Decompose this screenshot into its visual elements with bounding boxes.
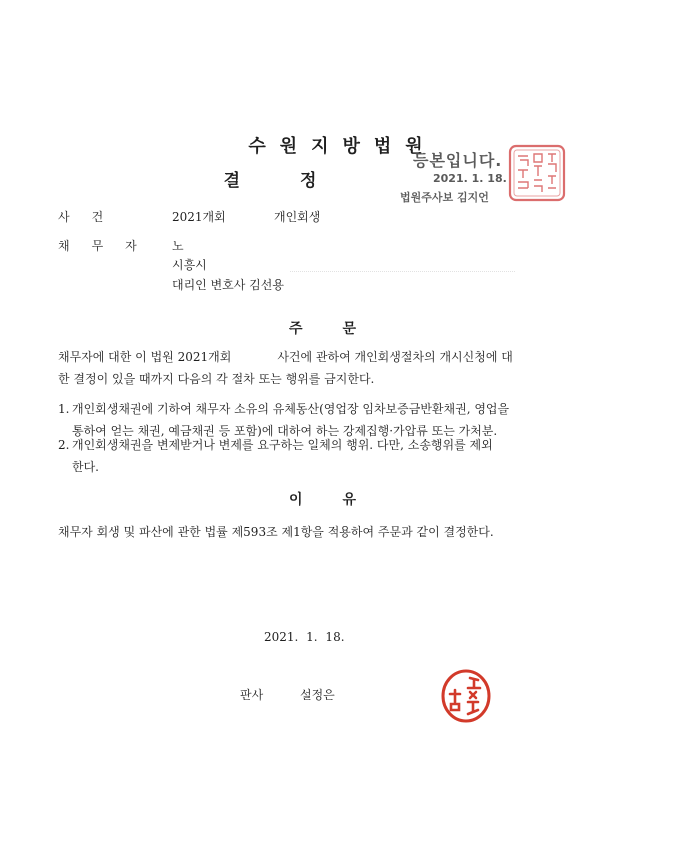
certified-copy-date: 2021. 1. 18. <box>433 172 507 185</box>
decision-date: 2021. 1. 18. <box>264 630 345 644</box>
judge-name: 설정은 <box>300 688 335 702</box>
case-type: 개인회생 <box>274 210 321 224</box>
judge-title: 판사 <box>240 688 264 702</box>
order-paragraph-line1b: 사건에 관하여 개인회생절차의 개시신청에 대 <box>277 350 513 364</box>
order-paragraph-line1: 채무자에 대한 이 법원 2021개회 <box>58 350 232 364</box>
redaction-line <box>290 270 515 272</box>
certified-copy-label: 등본입니다. <box>413 151 503 170</box>
debtor-name: 노 <box>172 239 184 253</box>
document-type: 결정 <box>223 171 377 191</box>
judge-seal-icon <box>440 668 492 724</box>
order-paragraph <box>58 346 578 390</box>
order-item-line1: 개인회생채권에 기하여 채무자 소유의 유체동산(영업장 임차보증금반환채권, 영업을 <box>72 402 510 416</box>
court-seal-icon <box>508 144 566 202</box>
order-item-number: 2. <box>58 438 70 452</box>
case-label: 사건 <box>58 210 126 224</box>
case-number: 2021개회 <box>172 210 226 224</box>
order-item <box>58 434 578 478</box>
debtor-label: 채무자 <box>58 239 159 253</box>
order-heading: 주문 <box>288 321 397 337</box>
reason-heading: 이유 <box>288 492 397 508</box>
order-item-line2: 통하여 얻는 채권, 예금채권 등 포함)에 대하여 하는 강제집행·가압류 또는 가처분. <box>72 424 498 438</box>
reason-text: 채무자 회생 및 파산에 관한 법률 제593조 제1항을 적용하여 주문과 같이 결정한다. <box>58 525 494 539</box>
debtor-address: 시흥시 <box>172 258 207 272</box>
order-item-line2: 한다. <box>72 460 99 474</box>
debtor-agent: 대리인 변호사 김선용 <box>172 278 284 292</box>
court-name: 수원지방법원 <box>248 136 437 157</box>
order-item-number: 1. <box>58 402 70 416</box>
certified-copy-officer: 법원주사보 김지언 <box>400 191 489 204</box>
order-item-line1: 개인회생채권을 변제받거나 변제를 요구하는 일체의 행위. 다만, 소송행위를 제외 <box>72 438 493 452</box>
order-paragraph-line2: 한 결정이 있을 때까지 다음의 각 절차 또는 행위를 금지한다. <box>58 372 375 386</box>
